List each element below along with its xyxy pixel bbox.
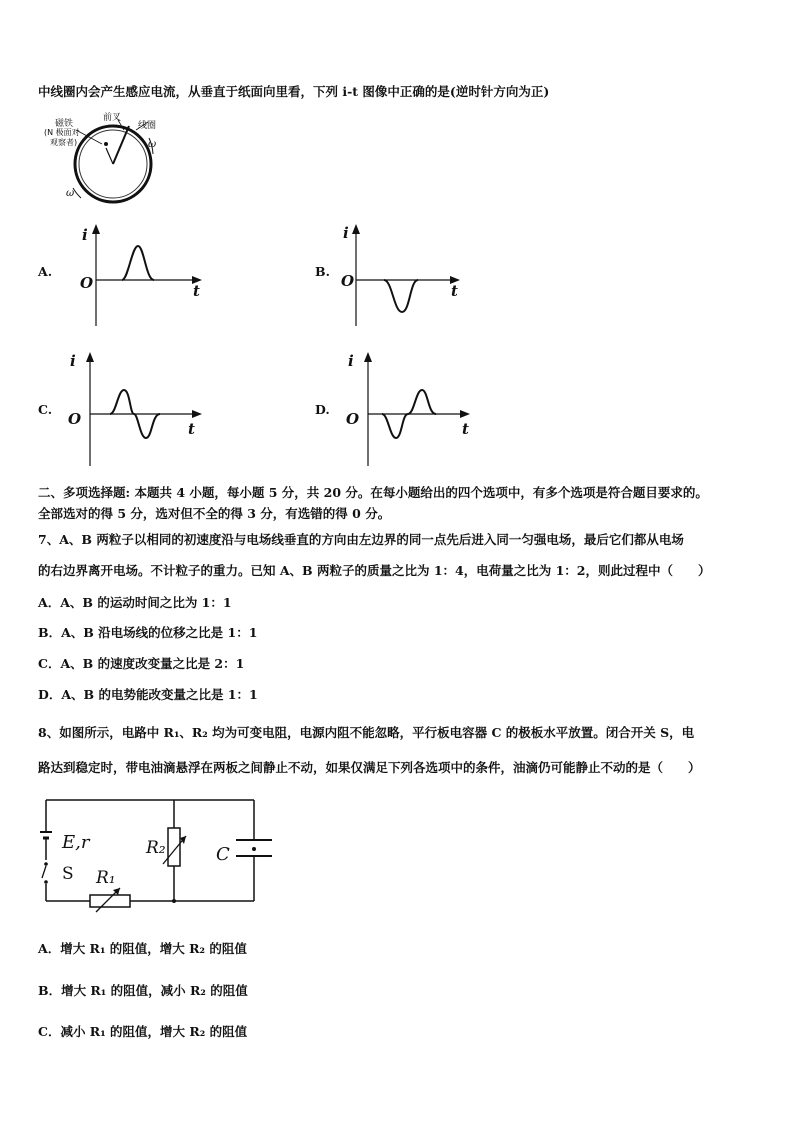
label-magnet: 磁铁 — [55, 119, 74, 129]
graph-c-origin: O — [68, 410, 82, 428]
circuit-label-er: E,r — [62, 832, 90, 853]
q7-option-a: A．A、B 的运动时间之比为 1：1 — [38, 595, 232, 610]
circuit-label-c: C — [216, 844, 230, 865]
graph-d-origin: O — [346, 410, 360, 428]
omega-label-right: ω — [148, 139, 157, 150]
option-a-letter: A. — [38, 264, 53, 279]
q7-line2: 的右边界离开电场。不计粒子的重力。已知 A、B 两粒子的质量之比为 1：4，电荷量之比为 1：2，则此过程中（ ） — [38, 563, 711, 578]
q7-line1: 7、A、B 两粒子以相同的初速度沿与电场线垂直的方向由左边界的同一点先后进入同一匀强电场，最后它们都从电场 — [38, 532, 684, 547]
option-c-letter: C. — [38, 402, 53, 417]
q8-option-c: C．减小 R₁ 的阻值，增大 R₂ 的阻值 — [38, 1024, 248, 1039]
graph-a-t-label: t — [193, 282, 200, 300]
label-magnet-note1: (N 极面对 — [44, 128, 80, 137]
q8-option-b: B．增大 R₁ 的阻值，减小 R₂ 的阻值 — [38, 983, 248, 998]
omega-label-left: ω — [66, 188, 75, 199]
option-b-letter: B. — [315, 264, 330, 279]
circuit-diagram — [40, 798, 280, 918]
option-d-letter: D. — [315, 402, 330, 417]
graph-b-origin: O — [341, 272, 355, 290]
graph-c-i-label: i — [70, 352, 76, 370]
graph-d-i-label: i — [348, 352, 354, 370]
graph-a-i-label: i — [82, 226, 88, 244]
q7-option-b: B．A、B 沿电场线的位移之比是 1：1 — [38, 625, 258, 640]
graph-b-i-label: i — [343, 224, 349, 242]
label-fork: 前叉 — [103, 113, 122, 123]
q6-stem: 中线圈内会产生感应电流，从垂直于纸面向里看，下列 i-t 图像中正确的是(逆时针方向为正) — [38, 84, 550, 99]
section2-line2: 全部选对的得 5 分，选对但不全的得 3 分，有选错的得 0 分。 — [38, 506, 391, 521]
section2-line1: 二、多项选择题: 本题共 4 小题，每小题 5 分，共 20 分。在每小题给出的四个选项中，有多个选项是符合题目要求的。 — [38, 485, 708, 500]
circuit-label-r1: R₁ — [96, 868, 116, 888]
label-coil: 线圈 — [138, 121, 157, 131]
graph-c-t-label: t — [188, 420, 195, 438]
q7-option-c: C．A、B 的速度改变量之比是 2：1 — [38, 656, 245, 671]
circuit-label-s: S — [62, 864, 74, 884]
label-magnet-note2: 观察者) — [50, 138, 78, 147]
graph-d — [338, 350, 478, 468]
circuit-label-r2: R₂ — [146, 838, 166, 858]
q7-option-d: D．A、B 的电势能改变量之比是 1：1 — [38, 687, 258, 702]
q8-line1: 8、如图所示，电路中 R₁、R₂ 均为可变电阻，电源内阻不能忽略，平行板电容器 C 的极板水平放置。闭合开关 S，电 — [38, 725, 695, 740]
graph-a-origin: O — [80, 274, 94, 292]
graph-d-t-label: t — [462, 420, 469, 438]
graph-b-t-label: t — [451, 282, 458, 300]
q8-option-a: A．增大 R₁ 的阻值，增大 R₂ 的阻值 — [38, 941, 247, 956]
q8-line2: 路达到稳定时，带电油滴悬浮在两板之间静止不动，如果仅满足下列各选项中的条件，油滴仍可能静止不动的是（ ） — [38, 760, 701, 775]
graph-c — [60, 350, 210, 468]
